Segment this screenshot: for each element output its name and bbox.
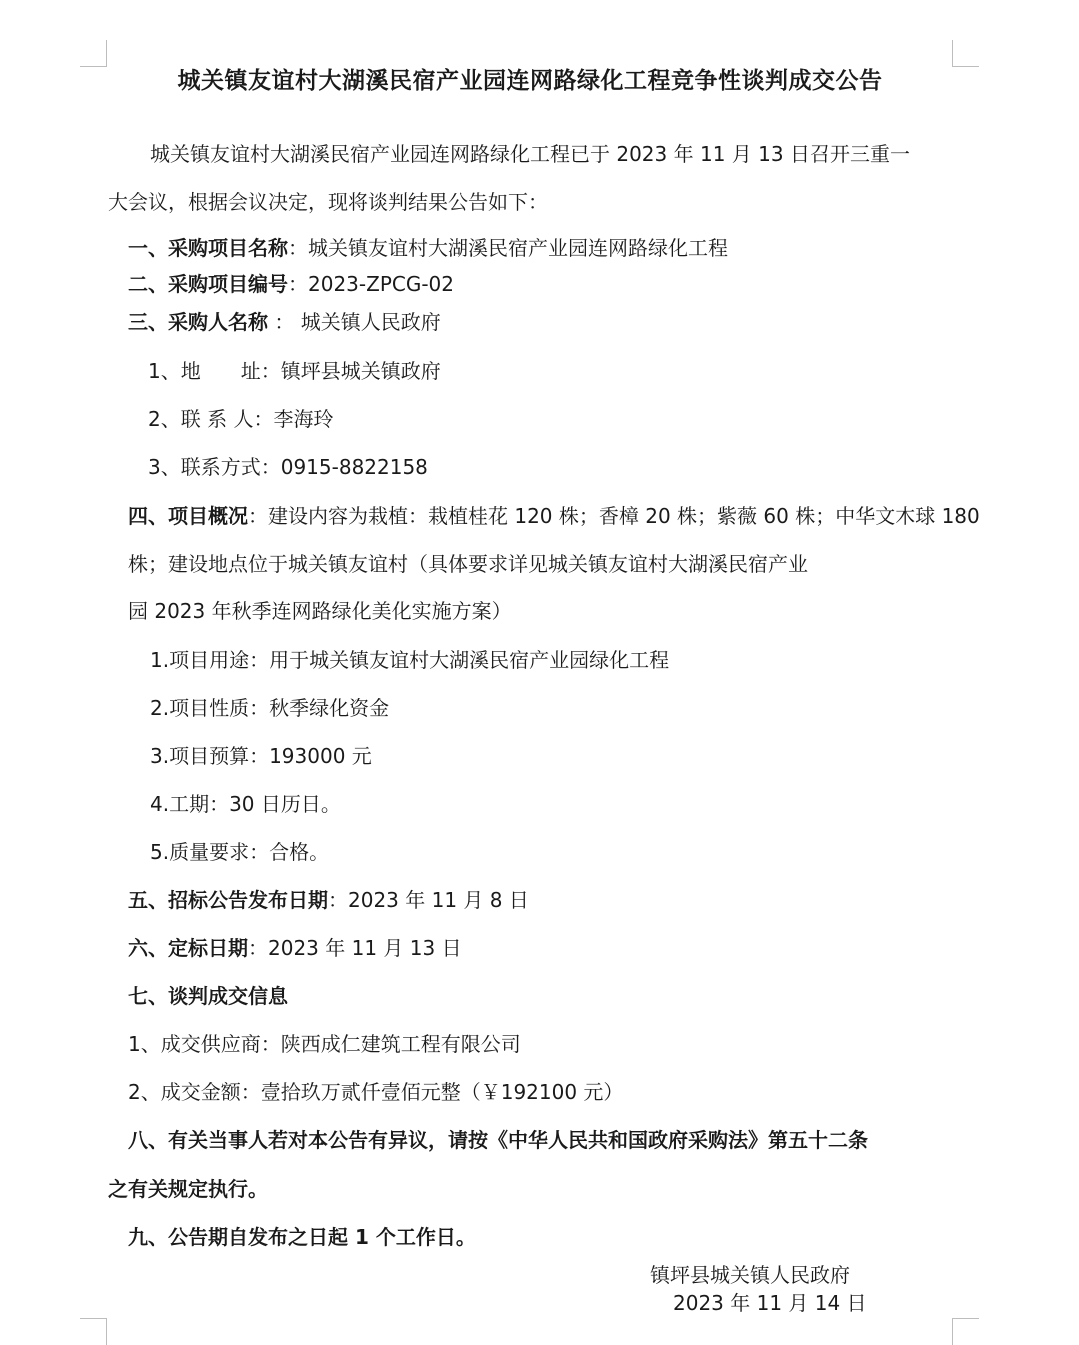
section-6 — [128, 935, 462, 961]
section-4-value: ：建设内容为栽植：栽植桂花 120 株；香樟 20 株；紫薇 60 株；中华文木球 180 — [248, 504, 980, 528]
section-8-line-2: 之有关规定执行。 — [108, 1177, 268, 1201]
purchaser-phone: 3、联系方式：0915-8822158 — [148, 455, 428, 479]
section-5 — [128, 887, 529, 913]
project-nature: 2.项目性质：秋季绿化资金 — [150, 696, 390, 720]
section-2-value: ：2023-ZPCG-02 — [288, 272, 455, 296]
section-9: 九、公告期自发布之日起 1 个工作日。 — [128, 1225, 476, 1249]
crop-mark-bottom-right — [952, 1318, 979, 1345]
project-quality: 5.质量要求：合格。 — [150, 840, 330, 864]
section-1-label: 一、采购项目名称 — [128, 236, 288, 260]
section-5-label: 五、招标公告发布日期 — [128, 888, 328, 912]
project-budget: 3.项目预算：193000 元 — [150, 744, 372, 768]
winning-supplier: 1、成交供应商：陕西成仁建筑工程有限公司 — [128, 1032, 521, 1056]
purchaser-address: 1、地 址：镇坪县城关镇政府 — [148, 359, 441, 383]
intro-line-2: 大会议，根据会议决定，现将谈判结果公告如下： — [108, 190, 548, 214]
section-3 — [128, 309, 441, 335]
section-4 — [128, 503, 980, 529]
section-4-continued-2: 园 2023 年秋季连网路绿化美化实施方案） — [128, 599, 512, 623]
purchaser-contact: 2、联 系 人：李海玲 — [148, 407, 334, 431]
signature-org: 镇坪县城关镇人民政府 — [650, 1263, 850, 1287]
intro-line-1: 城关镇友谊村大湖溪民宿产业园连网路绿化工程已于 2023 年 11 月 13 日召开三重一 — [150, 142, 910, 166]
winning-amount: 2、成交金额：壹拾玖万贰仟壹佰元整（￥192100 元） — [128, 1080, 624, 1104]
section-1 — [128, 235, 728, 261]
section-1-value: ：城关镇友谊村大湖溪民宿产业园连网路绿化工程 — [288, 236, 728, 260]
section-2 — [128, 271, 454, 297]
section-4-label: 四、项目概况 — [128, 504, 248, 528]
signature-date: 2023 年 11 月 14 日 — [673, 1291, 867, 1315]
document-title: 城关镇友谊村大湖溪民宿产业园连网路绿化工程竞争性谈判成交公告 — [177, 68, 883, 94]
crop-mark-bottom-left — [80, 1318, 107, 1345]
section-7-label: 七、谈判成交信息 — [128, 984, 288, 1008]
section-2-label: 二、采购项目编号 — [128, 272, 288, 296]
section-6-value: ：2023 年 11 月 13 日 — [248, 936, 462, 960]
section-6-label: 六、定标日期 — [128, 936, 248, 960]
section-8-line-1: 八、有关当事人若对本公告有异议，请按《中华人民共和国政府采购法》第五十二条 — [128, 1128, 868, 1152]
project-purpose: 1.项目用途：用于城关镇友谊村大湖溪民宿产业园绿化工程 — [150, 648, 670, 672]
section-3-label: 三、采购人名称 — [128, 310, 268, 334]
project-duration: 4.工期：30 日历日。 — [150, 792, 341, 816]
section-3-value: ： 城关镇人民政府 — [268, 310, 441, 334]
section-4-continued-1: 株；建设地点位于城关镇友谊村（具体要求详见城关镇友谊村大湖溪民宿产业 — [128, 552, 808, 576]
section-5-value: ：2023 年 11 月 8 日 — [328, 888, 529, 912]
